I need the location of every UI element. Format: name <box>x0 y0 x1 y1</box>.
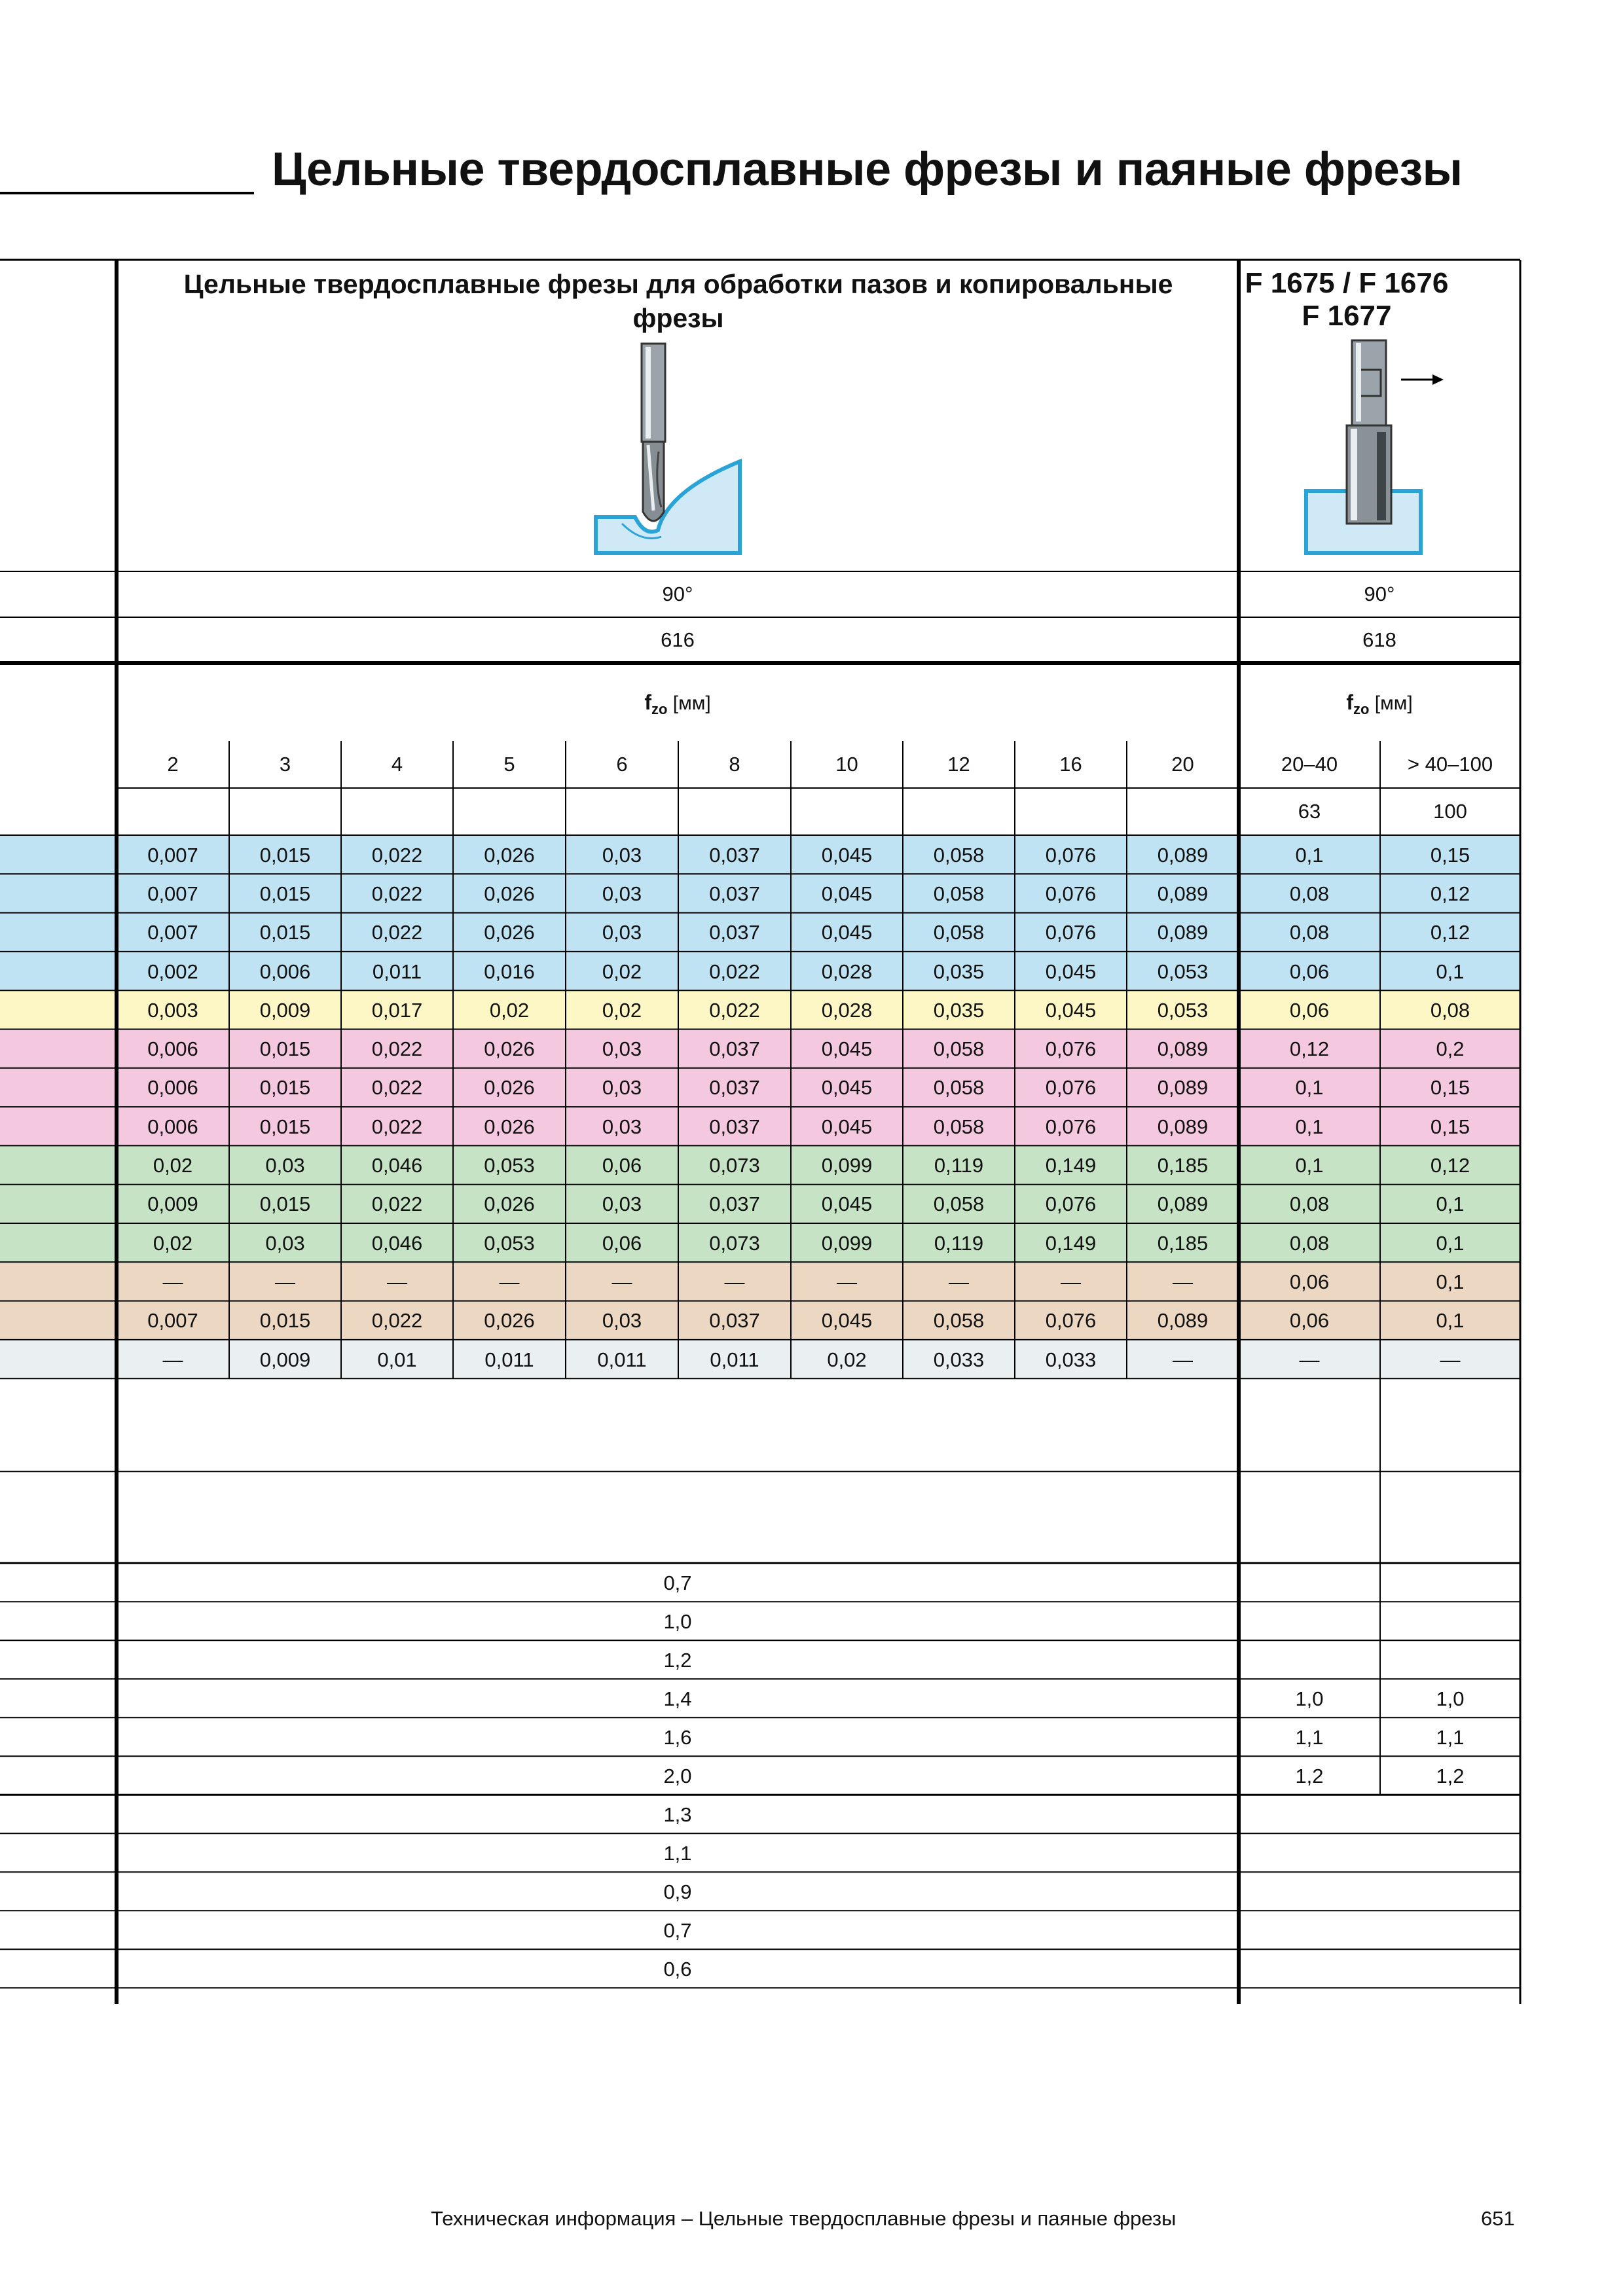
diameter-header: 6 <box>616 753 628 776</box>
feed-value: 0,009 <box>147 1193 198 1216</box>
diameter-header: 16 <box>1059 753 1082 776</box>
factor-value: 0,6 <box>663 1957 692 1981</box>
feed-value: 0,015 <box>259 921 311 944</box>
factor-value: 1,1 <box>663 1841 692 1865</box>
main-header-line1: Цельные твердосплавные фрезы для обработки пазов и копировальные <box>183 269 1173 299</box>
feed-value: 0,026 <box>484 1076 535 1100</box>
factor-value: 0,7 <box>663 1571 692 1594</box>
feed-value: 0,015 <box>259 882 311 905</box>
feed-value: 0,03 <box>602 1193 642 1216</box>
feed-value: — <box>837 1270 857 1293</box>
diameter-header: 20 <box>1171 753 1194 776</box>
feed-value: 0,045 <box>821 921 873 944</box>
feed-value: 0,053 <box>1157 998 1209 1022</box>
tool-diameter-range: > 40–100 <box>1407 753 1493 776</box>
feed-value: 0,022 <box>371 1076 423 1100</box>
feed-value: 0,026 <box>484 1309 535 1333</box>
feed-value: 0,037 <box>709 1076 760 1100</box>
feed-value: 0,089 <box>1157 1193 1209 1216</box>
feed-value: 0,089 <box>1157 1309 1209 1333</box>
feed-value: 0,1 <box>1295 1154 1324 1177</box>
feed-value: — <box>1173 1348 1193 1371</box>
feed-value: 0,06 <box>1289 1270 1330 1293</box>
feed-value: 0,119 <box>934 1154 984 1177</box>
feed-value: 0,058 <box>933 1076 985 1100</box>
factor-value-right: 1,2 <box>1295 1764 1324 1787</box>
feed-value: 0,089 <box>1157 1115 1209 1138</box>
feed-value: 0,15 <box>1430 1115 1470 1138</box>
feed-value: 0,011 <box>372 960 422 983</box>
feed-value: 0,011 <box>484 1348 534 1371</box>
feed-value: — <box>724 1270 745 1293</box>
feed-value: 0,015 <box>259 1115 311 1138</box>
feed-value: 0,045 <box>1045 960 1097 983</box>
angle-right: 90° <box>1364 583 1395 605</box>
feed-value: 0,089 <box>1157 921 1209 944</box>
feed-value: 0,006 <box>147 1037 198 1061</box>
feed-value: 0,03 <box>602 882 642 905</box>
feed-value: 0,026 <box>484 1115 535 1138</box>
feed-value: 0,016 <box>484 960 535 983</box>
feed-value: 0,08 <box>1289 921 1330 944</box>
feed-value: 0,058 <box>933 843 985 867</box>
feed-value: 0,02 <box>827 1348 867 1371</box>
feed-value: — <box>499 1270 520 1293</box>
feed-value: 0,1 <box>1436 1309 1465 1333</box>
angle-main: 90° <box>662 583 693 605</box>
factor-value: 1,3 <box>663 1803 692 1826</box>
feed-value: 0,08 <box>1430 998 1470 1022</box>
feed-value: 0,02 <box>153 1231 193 1255</box>
feed-value: 0,033 <box>933 1348 985 1371</box>
feed-value: 0,037 <box>709 1309 760 1333</box>
feed-value: 0,06 <box>1289 998 1330 1022</box>
feed-value: 0,03 <box>265 1231 305 1255</box>
feed-value: 0,1 <box>1436 1270 1465 1293</box>
code-right: 618 <box>1362 628 1396 651</box>
feed-value: 0,046 <box>371 1231 423 1255</box>
feed-value: 0,2 <box>1436 1037 1465 1061</box>
feed-value: 0,03 <box>265 1154 305 1177</box>
feed-value: 0,185 <box>1157 1231 1209 1255</box>
feed-value: — <box>387 1270 407 1293</box>
feed-value: — <box>162 1270 183 1293</box>
factor-value-right: 1,0 <box>1295 1687 1324 1710</box>
feed-value: 0,15 <box>1430 1076 1470 1100</box>
feed-value: 0,037 <box>709 921 760 944</box>
feed-value: — <box>162 1348 183 1371</box>
fzo-label-main: $f_{zo}$ [мм] <box>644 691 711 717</box>
feed-value: 0,007 <box>147 882 198 905</box>
factor-value: 0,7 <box>663 1918 692 1942</box>
feed-value: 0,08 <box>1289 1193 1330 1216</box>
page-number: 651 <box>1481 2207 1515 2230</box>
feed-value: 0,1 <box>1295 1115 1324 1138</box>
feed-value: 0,149 <box>1045 1154 1097 1177</box>
tool-diameter-sub: 100 <box>1433 800 1467 823</box>
feed-value: — <box>1061 1270 1081 1293</box>
feed-value: 0,02 <box>153 1154 193 1177</box>
feed-value: 0,015 <box>259 1037 311 1061</box>
feed-value: 0,026 <box>484 921 535 944</box>
footer-text: Техническая информация – Цельные твердосплавные фрезы и паяные фрезы <box>431 2207 1176 2230</box>
factor-value: 1,4 <box>663 1687 692 1710</box>
feed-value: 0,006 <box>147 1115 198 1138</box>
feed-value: 0,022 <box>709 960 760 983</box>
feed-value: 0,022 <box>371 1193 423 1216</box>
feed-value: 0,015 <box>259 843 311 867</box>
diameter-header: 2 <box>167 753 179 776</box>
feed-value: 0,06 <box>602 1231 642 1255</box>
feed-value: 0,03 <box>602 1076 642 1100</box>
diameter-header: 8 <box>729 753 740 776</box>
feed-value: 0,076 <box>1045 1309 1097 1333</box>
feed-value: 0,022 <box>371 882 423 905</box>
factor-value-right: 1,1 <box>1295 1725 1324 1749</box>
feed-value: 0,026 <box>484 1037 535 1061</box>
diameter-header: 12 <box>947 753 970 776</box>
feed-value: 0,03 <box>602 843 642 867</box>
feed-value: 0,1 <box>1295 1076 1324 1100</box>
feed-value: 0,022 <box>371 921 423 944</box>
feed-value: 0,045 <box>821 1115 873 1138</box>
feed-value: 0,12 <box>1430 1154 1470 1177</box>
feed-value: 0,045 <box>821 1037 873 1061</box>
feed-value: 0,03 <box>602 921 642 944</box>
feed-value: 0,003 <box>147 998 198 1022</box>
factor-value-right: 1,2 <box>1436 1764 1465 1787</box>
right-header-line1: F 1675 / F 1676 <box>1245 267 1449 299</box>
feed-value: 0,149 <box>1045 1231 1097 1255</box>
feed-value: 0,076 <box>1045 1115 1097 1138</box>
feed-value: 0,015 <box>259 1193 311 1216</box>
feed-value: 0,076 <box>1045 921 1097 944</box>
feed-value: 0,12 <box>1430 921 1470 944</box>
feed-value: 0,1 <box>1436 1193 1465 1216</box>
factor-value-right: 1,1 <box>1436 1725 1465 1749</box>
feed-value: 0,045 <box>1045 998 1097 1022</box>
feed-value: — <box>275 1270 295 1293</box>
feed-value: 0,058 <box>933 882 985 905</box>
feed-value: 0,011 <box>710 1348 759 1371</box>
feed-value: 0,022 <box>371 1115 423 1138</box>
feed-value: 0,15 <box>1430 843 1470 867</box>
feed-value: 0,01 <box>377 1348 417 1371</box>
feed-value: 0,006 <box>259 960 311 983</box>
feed-value: 0,045 <box>821 1309 873 1333</box>
feed-value: 0,076 <box>1045 882 1097 905</box>
feed-value: 0,026 <box>484 882 535 905</box>
feed-value: — <box>1299 1348 1320 1371</box>
feed-value: 0,026 <box>484 1193 535 1216</box>
feed-value: 0,022 <box>371 843 423 867</box>
feed-value: 0,089 <box>1157 1037 1209 1061</box>
feed-value: 0,06 <box>1289 960 1330 983</box>
feed-value: 0,022 <box>371 1037 423 1061</box>
right-header-line2: F 1677 <box>1302 300 1392 332</box>
feed-value: 0,076 <box>1045 1037 1097 1061</box>
feed-value: 0,015 <box>259 1076 311 1100</box>
feed-value: 0,009 <box>259 998 311 1022</box>
feed-value: 0,02 <box>602 998 642 1022</box>
feed-value: 0,045 <box>821 1076 873 1100</box>
feed-value: 0,058 <box>933 1309 985 1333</box>
fzo-label-right: $f_{zo}$ [мм] <box>1346 691 1413 717</box>
feed-value: 0,076 <box>1045 1076 1097 1100</box>
feed-value: — <box>611 1270 632 1293</box>
feed-value: 0,028 <box>821 998 873 1022</box>
main-header-line2: фрезы <box>632 303 724 333</box>
diameter-header: 4 <box>391 753 403 776</box>
feed-value: 0,06 <box>602 1154 642 1177</box>
feed-value: 0,026 <box>484 843 535 867</box>
tool-diameter-sub: 63 <box>1298 800 1321 823</box>
feed-value: 0,1 <box>1436 960 1465 983</box>
feed-value: 0,053 <box>1157 960 1209 983</box>
feed-value: 0,022 <box>709 998 760 1022</box>
feed-value: 0,053 <box>484 1231 535 1255</box>
feed-value: 0,03 <box>602 1309 642 1333</box>
factor-value: 0,9 <box>663 1880 692 1903</box>
feed-value: 0,12 <box>1289 1037 1330 1061</box>
factor-value: 2,0 <box>663 1764 692 1787</box>
feed-value: 0,119 <box>934 1231 984 1255</box>
feed-value: 0,058 <box>933 921 985 944</box>
feed-value: 0,099 <box>821 1231 873 1255</box>
feed-value: 0,08 <box>1289 1231 1330 1255</box>
feed-value: 0,007 <box>147 921 198 944</box>
feed-value: 0,007 <box>147 843 198 867</box>
feed-value: 0,08 <box>1289 882 1330 905</box>
feed-value: 0,058 <box>933 1115 985 1138</box>
feed-value: 0,009 <box>259 1348 311 1371</box>
feed-value: 0,089 <box>1157 882 1209 905</box>
feed-value: 0,007 <box>147 1309 198 1333</box>
feed-value: 0,073 <box>709 1231 760 1255</box>
feed-value: 0,089 <box>1157 843 1209 867</box>
feed-value: — <box>1440 1348 1461 1371</box>
page-title: Цельные твердосплавные фрезы и паяные фрезы <box>272 143 1463 196</box>
feed-value: 0,037 <box>709 1193 760 1216</box>
feed-value: 0,058 <box>933 1037 985 1061</box>
feed-value: 0,033 <box>1045 1348 1097 1371</box>
code-main: 616 <box>661 628 695 651</box>
tool-diameter-range: 20–40 <box>1281 753 1338 776</box>
feed-value: 0,045 <box>821 882 873 905</box>
feed-value: 0,053 <box>484 1154 535 1177</box>
diameter-header: 10 <box>835 753 858 776</box>
feed-value: 0,022 <box>371 1309 423 1333</box>
feed-value: 0,03 <box>602 1115 642 1138</box>
feed-value: — <box>1173 1270 1193 1293</box>
feed-value: 0,06 <box>1289 1309 1330 1333</box>
feed-value: 0,12 <box>1430 882 1470 905</box>
feed-value: 0,045 <box>821 843 873 867</box>
diameter-header: 3 <box>279 753 291 776</box>
feed-value: 0,015 <box>259 1309 311 1333</box>
feed-value: 0,099 <box>821 1154 873 1177</box>
feed-value: 0,1 <box>1295 843 1324 867</box>
feed-value: 0,037 <box>709 843 760 867</box>
diameter-header: 5 <box>503 753 515 776</box>
feed-value: 0,058 <box>933 1193 985 1216</box>
feed-value: 0,037 <box>709 1115 760 1138</box>
feed-value: 0,002 <box>147 960 198 983</box>
feed-value: 0,045 <box>821 1193 873 1216</box>
feed-value: 0,073 <box>709 1154 760 1177</box>
feed-value: 0,017 <box>371 998 423 1022</box>
feed-value: 0,185 <box>1157 1154 1209 1177</box>
feed-value: — <box>949 1270 969 1293</box>
feed-value: 0,076 <box>1045 1193 1097 1216</box>
feed-value: 0,037 <box>709 1037 760 1061</box>
feed-value: 0,02 <box>489 998 530 1022</box>
feed-value: 0,03 <box>602 1037 642 1061</box>
feed-value: 0,011 <box>597 1348 647 1371</box>
factor-value: 1,6 <box>663 1725 692 1749</box>
feed-value: 0,046 <box>371 1154 423 1177</box>
feed-value: 0,076 <box>1045 843 1097 867</box>
feed-value: 0,1 <box>1436 1231 1465 1255</box>
feed-value: 0,028 <box>821 960 873 983</box>
factor-value: 1,0 <box>663 1609 692 1633</box>
factor-value-right: 1,0 <box>1436 1687 1465 1710</box>
feed-value: 0,089 <box>1157 1076 1209 1100</box>
feed-value: 0,037 <box>709 882 760 905</box>
feed-value: 0,035 <box>933 960 985 983</box>
factor-value: 1,2 <box>663 1648 692 1672</box>
feed-value: 0,035 <box>933 998 985 1022</box>
feed-value: 0,006 <box>147 1076 198 1100</box>
feed-value: 0,02 <box>602 960 642 983</box>
